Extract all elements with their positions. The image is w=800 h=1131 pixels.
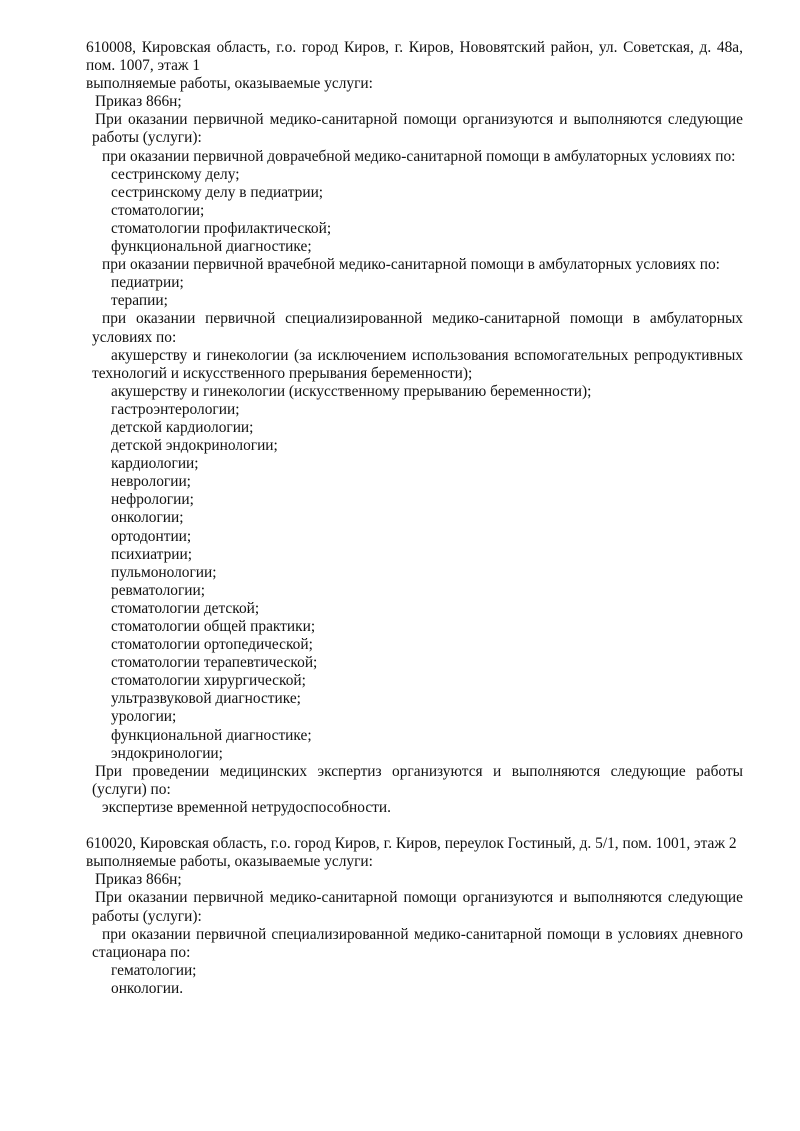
section-divider: [86, 817, 743, 835]
list-item: акушерству и гинекологии (за исключением использования вспомогательных репродуктивных технологий и искусственного прерывания беременности);: [92, 346, 743, 382]
expertise-intro-1: При проведении медицинских экспертиз организуются и выполняются следующие работы (услуги) по:: [92, 762, 743, 798]
list-item: онкологии;: [111, 509, 184, 527]
list-item: стоматологии;: [111, 201, 205, 219]
group-heading: при оказании первичной врачебной медико-санитарной помощи в амбулаторных условиях по:: [102, 256, 720, 274]
list-item: функциональной диагностике;: [111, 238, 312, 256]
primary-intro-1: При оказании первичной медико-санитарной помощи организуются и выполняются следующие работы (услуги):: [92, 111, 743, 147]
list-item: детской кардиологии;: [111, 418, 254, 436]
list-item: урологии;: [111, 708, 177, 726]
list-item: стоматологии ортопедической;: [111, 636, 313, 654]
list-item: терапии;: [111, 292, 168, 310]
list-item: психиатрии;: [111, 545, 193, 563]
group-heading: при оказании первичной специализированной медико-санитарной помощи в условиях дневного стационара по:: [92, 925, 743, 961]
primary-intro-2: При оказании первичной медико-санитарной помощи организуются и выполняются следующие работы (услуги):: [92, 889, 743, 925]
group-heading: при оказании первичной специализированной медико-санитарной помощи в амбулаторных условиях по:: [92, 310, 743, 346]
list-item: стоматологии общей практики;: [111, 618, 316, 635]
list-item: стоматологии терапевтической;: [111, 654, 318, 672]
list-item: стоматологии хирургической;: [111, 672, 306, 690]
address-1: 610008, Кировская область, г.о. город Киров, г. Киров, Нововятский район, ул. Советская, д. 48а, пом. 1007, этаж 1: [86, 39, 743, 75]
list-item: кардиологии;: [111, 455, 199, 473]
list-item: функциональной диагностике;: [111, 726, 312, 744]
list-item: акушерству и гинекологии (искусственному прерыванию беременности);: [111, 382, 592, 400]
list-item: стоматологии детской;: [111, 599, 260, 617]
list-item: эндокринологии;: [111, 744, 223, 762]
list-item: сестринскому делу;: [111, 165, 240, 183]
order-2: Приказ 866н;: [95, 871, 182, 889]
list-item: нефрологии;: [111, 491, 194, 509]
list-item: ревматологии;: [111, 581, 206, 599]
list-item: гематологии;: [111, 961, 197, 979]
list-item: гастроэнтерологии;: [111, 400, 240, 418]
list-item: ортодонтии;: [111, 527, 192, 545]
works-label-1: выполняемые работы, оказываемые услуги:: [86, 75, 373, 93]
list-item: неврологии;: [111, 473, 191, 491]
group-heading: при оказании первичной доврачебной медико-санитарной помощи в амбулаторных условиях по:: [102, 147, 736, 165]
list-item: педиатрии;: [111, 274, 184, 292]
list-item: сестринскому делу в педиатрии;: [111, 183, 324, 201]
works-label-2: выполняемые работы, оказываемые услуги:: [86, 853, 373, 871]
expertise-item-1: экспертизе временной нетрудоспособности.: [102, 798, 391, 816]
list-item: онкологии.: [111, 979, 184, 997]
list-item: детской эндокринологии;: [111, 437, 278, 455]
order-1: Приказ 866н;: [95, 93, 182, 111]
list-item: стоматологии профилактической;: [111, 219, 332, 237]
list-item: ультразвуковой диагностике;: [111, 690, 301, 708]
list-item: пульмонологии;: [111, 563, 217, 581]
address-2: 610020, Кировская область, г.о. город Киров, г. Киров, переулок Гостиный, д. 5/1, пом. 1001, этаж 2: [86, 835, 737, 853]
